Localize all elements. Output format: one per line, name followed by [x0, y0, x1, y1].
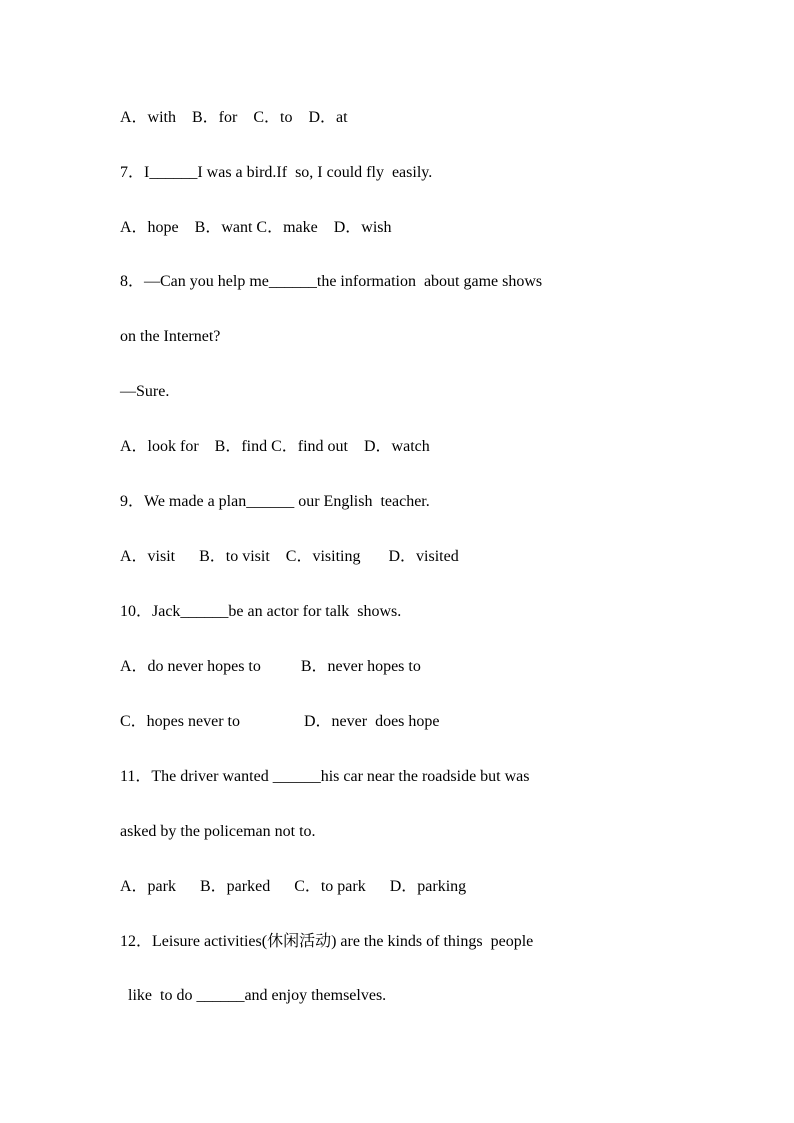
options-q10-ab: A．do never hopes to B．never hopes to: [120, 658, 421, 675]
question-8-line-1: 8．—Can you help me______the information about game shows: [120, 273, 543, 290]
question-10: 10．Jack______be an actor for talk shows.: [120, 603, 402, 620]
options-q10-cd: C．hopes never to D．never does hope: [120, 713, 440, 730]
options-q6: A．with B．for C．to D．at: [120, 109, 348, 126]
question-8-answer: —Sure.: [120, 383, 170, 400]
options-q8: A．look for B．find C．find out D．watch: [120, 438, 430, 455]
question-11-line-2: asked by the policeman not to.: [120, 823, 316, 840]
options-q11: A．park B．parked C．to park D．parking: [120, 878, 467, 895]
question-12-line-1: 12．Leisure activities(休闲活动) are the kinds of things people: [120, 933, 534, 950]
question-9: 9．We made a plan______ our English teacher.: [120, 493, 430, 510]
options-q7: A．hope B．want C．make D．wish: [120, 219, 392, 236]
options-q9: A．visit B．to visit C．visiting D．visited: [120, 548, 459, 565]
question-12-line-2: like to do ______and enjoy themselves.: [120, 987, 387, 1004]
question-11-line-1: 11．The driver wanted ______his car near the roadside but was: [120, 768, 530, 785]
question-7: 7．I______I was a bird.If so, I could fly easily.: [120, 164, 433, 181]
question-8-line-2: on the Internet?: [120, 328, 221, 345]
